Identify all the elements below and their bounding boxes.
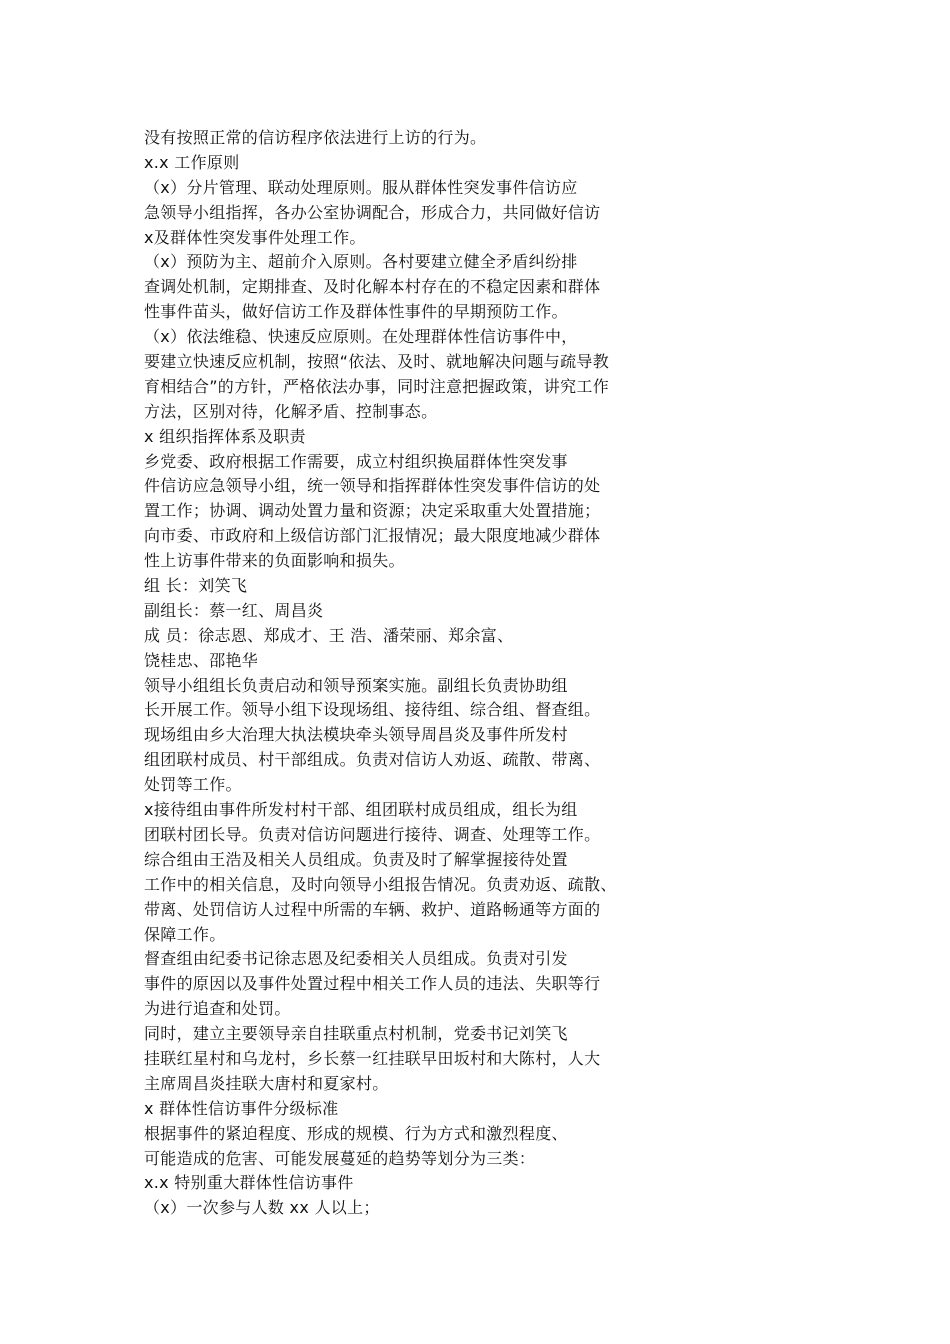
text-line: 饶桂忠、邵艳华 [144,650,259,670]
text-line: 成 员：徐志恩、郑成才、王 浩、潘荣丽、郑余富、 [144,625,514,645]
text-line: 为进行追查和处罚。 [144,999,291,1019]
text-line: 件信访应急领导小组，统一领导和指挥群体性突发事件信访的处 [144,476,601,496]
text-line: 要建立快速反应机制，按照“依法、及时、就地解决问题与疏导教 [144,352,609,372]
document-body [144,126,644,1221]
text-line: x接待组由事件所发村村干部、组团联村成员组成，组长为组 [144,800,578,820]
text-line: （x）依法维稳、快速反应原则。在处理群体性信访事件中， [144,327,578,347]
text-line: 查调处机制，定期排查、及时化解本村存在的不稳定因素和群体 [144,277,601,297]
text-line: 乡党委、政府根据工作需要，成立村组织换届群体性突发事 [144,451,568,471]
text-line: （x）一次参与人数 xx 人以上； [144,1198,380,1218]
text-line: 保障工作。 [144,924,226,944]
text-line: 向市委、市政府和上级信访部门汇报情况；最大限度地减少群体 [144,526,601,546]
text-line: 同时，建立主要领导亲自挂联重点村机制，党委书记刘笑飞 [144,1024,568,1044]
text-line: 处罚等工作。 [144,775,242,795]
text-line: 置工作；协调、调动处置力量和资源；决定采取重大处置措施； [144,501,601,521]
text-line: 性上访事件带来的负面影响和损失。 [144,551,405,571]
text-line: 团联村团长导。负责对信访问题进行接待、调查、处理等工作。 [144,824,601,844]
section-heading: x.x 特别重大群体性信访事件 [144,1173,354,1193]
text-line: 领导小组组长负责启动和领导预案实施。副组长负责协助组 [144,675,568,695]
text-line: 性事件苗头，做好信访工作及群体性事件的早期预防工作。 [144,302,568,322]
text-line: 带离、处罚信访人过程中所需的车辆、救护、道路畅通等方面的 [144,899,601,919]
text-line: （x）分片管理、联动处理原则。服从群体性突发事件信访应 [144,177,578,197]
section-heading: x 组织指挥体系及职责 [144,426,306,446]
text-line: 主席周昌炎挂联大唐村和夏家村。 [144,1073,389,1093]
text-line: （x）预防为主、超前介入原则。各村要建立健全矛盾纠纷排 [144,252,578,272]
text-line: 现场组由乡大治理大执法模块牵头领导周昌炎及事件所发村 [144,725,568,745]
text-line: 事件的原因以及事件处置过程中相关工作人员的违法、失职等行 [144,974,601,994]
text-line: 挂联红星村和乌龙村，乡长蔡一红挂联早田坂村和大陈村，人大 [144,1048,601,1068]
text-line: 副组长：蔡一红、周昌炎 [144,600,324,620]
text-line: x及群体性突发事件处理工作。 [144,227,366,247]
section-heading: x.x 工作原则 [144,152,240,172]
text-line: 没有按照正常的信访程序依法进行上访的行为。 [144,128,487,147]
text-line: 急领导小组指挥，各办公室协调配合，形成合力，共同做好信访 [144,202,601,222]
text-line: 根据事件的紧迫程度、形成的规模、行为方式和激烈程度、 [144,1123,568,1143]
section-heading: x 群体性信访事件分级标准 [144,1098,339,1118]
text-line: 组 长：刘笑飞 [144,576,248,596]
text-line: 组团联村成员、村干部组成。负责对信访人劝返、疏散、带离、 [144,750,601,770]
text-line: 可能造成的危害、可能发展蔓延的趋势等划分为三类： [144,1148,536,1168]
text-line: 工作中的相关信息，及时向领导小组报告情况。负责劝返、疏散、 [144,874,617,894]
text-line: 育相结合”的方针，严格依法办事，同时注意把握政策，讲究工作 [144,376,609,396]
text-line: 综合组由王浩及相关人员组成。负责及时了解掌握接待处置 [144,849,568,869]
text-line: 长开展工作。领导小组下设现场组、接待组、综合组、督查组。 [144,700,601,720]
text-line: 督查组由纪委书记徐志恩及纪委相关人员组成。负责对引发 [144,949,568,969]
text-line: 方法，区别对待，化解矛盾、控制事态。 [144,401,438,421]
